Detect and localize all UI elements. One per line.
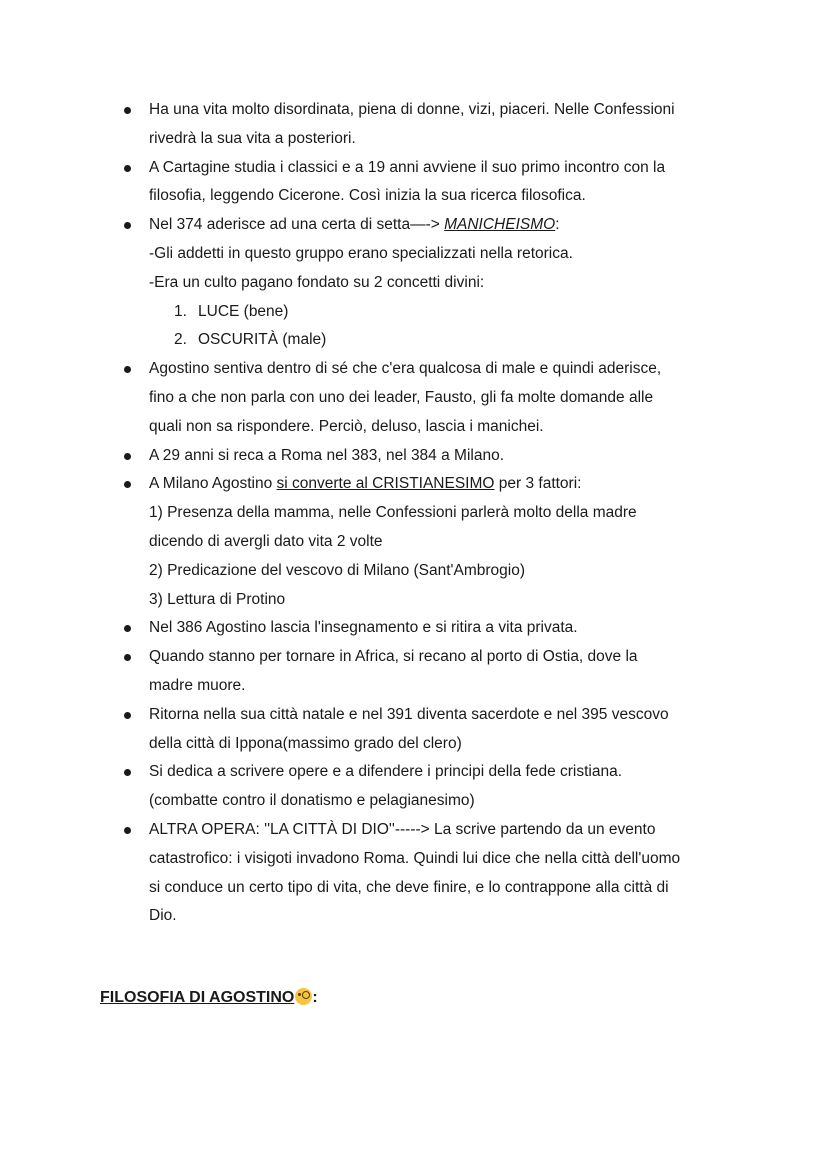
text-line: rivedrà la sua vita a posteriori. <box>149 129 356 147</box>
list-item <box>124 701 744 759</box>
text-line: Si dedica a scrivere opere e a difendere i principi della fede cristiana. <box>149 763 623 781</box>
list-item <box>124 758 744 816</box>
text-segment: : <box>555 216 560 234</box>
list-item <box>124 154 744 212</box>
list-item <box>124 96 744 154</box>
bullet-icon <box>124 107 131 114</box>
text-line: della città di Ippona(massimo grado del clero) <box>149 734 462 752</box>
text-segment: Nel 374 aderisce ad una certa di setta—-> <box>149 216 445 234</box>
number: 2. <box>174 331 187 349</box>
bullet-icon <box>124 625 131 632</box>
bullet-icon <box>124 654 131 661</box>
bullet-icon <box>124 165 131 172</box>
bullet-icon <box>124 222 131 229</box>
cristianesimo-phrase: si converte al CRISTIANESIMO <box>276 475 495 493</box>
text-line: madre muore. <box>149 676 246 694</box>
list-item <box>124 816 744 931</box>
bullet-icon <box>124 827 131 834</box>
numbered-item <box>149 326 744 355</box>
sub-line: 3) Lettura di Protino <box>149 590 286 608</box>
heading-suffix: : <box>312 989 318 1006</box>
heading-text: FILOSOFIA DI AGOSTINO <box>100 989 295 1006</box>
text-line: Ha una vita molto disordinata, piena di donne, vizi, piaceri. Nelle Confessioni <box>149 101 675 118</box>
manicheismo-term: MANICHEISMO <box>444 216 556 234</box>
text-line <box>149 470 744 499</box>
section-heading <box>100 988 318 1007</box>
list-item <box>124 355 744 441</box>
text-line: Agostino sentiva dentro di sé che c'era qualcosa di male e quindi aderisce, <box>149 360 662 378</box>
list-item <box>124 643 744 701</box>
list-item <box>124 470 744 614</box>
text-line: A Cartagine studia i classici e a 19 anni avviene il suo primo incontro con la <box>149 158 666 176</box>
sub-line: 1) Presenza della mamma, nelle Confessioni parlerà molto della madre <box>149 504 637 522</box>
bullet-icon <box>124 366 131 373</box>
numbered-item <box>149 298 744 327</box>
text-line: ALTRA OPERA: ''LA CITTÀ DI DIO''-----> La scrive partendo da un evento <box>149 820 656 838</box>
face-with-monocle-icon <box>295 988 312 1005</box>
bullet-icon <box>124 453 131 460</box>
text-line: filosofia, leggendo Cicerone. Così inizia la sua ricerca filosofica. <box>149 187 586 205</box>
text-line: (combatte contro il donatismo e pelagianesimo) <box>149 792 475 810</box>
bullet-icon <box>124 481 131 488</box>
sub-line: -Gli addetti in questo gruppo erano specializzati nella retorica. <box>149 244 573 262</box>
text-line: Nel 386 Agostino lascia l'insegnamento e si ritira a vita privata. <box>149 619 578 637</box>
list-item <box>124 442 744 471</box>
bullet-icon <box>124 712 131 719</box>
list-item <box>124 614 744 643</box>
number: 1. <box>174 302 187 320</box>
text-segment: per 3 fattori: <box>494 475 582 493</box>
text-line: quali non sa rispondere. Perciò, deluso, lascia i manichei. <box>149 417 544 435</box>
text-line: catastrofico: i visigoti invadono Roma. Quindi lui dice che nella città dell'uomo <box>149 849 681 867</box>
bullet-list <box>124 96 744 931</box>
text-line: A 29 anni si reca a Roma nel 383, nel 384 a Milano. <box>149 446 505 464</box>
text-line: Ritorna nella sua città natale e nel 391 diventa sacerdote e nel 395 vescovo <box>149 705 669 723</box>
bullet-icon <box>124 769 131 776</box>
numbered-text: LUCE (bene) <box>198 302 289 320</box>
sub-line: -Era un culto pagano fondato su 2 concetti divini: <box>149 273 485 291</box>
sub-line: 2) Predicazione del vescovo di Milano (Sant'Ambrogio) <box>149 561 526 579</box>
text-line: si conduce un certo tipo di vita, che deve finire, e lo contrappone alla città di <box>149 878 669 896</box>
text-line <box>149 211 744 240</box>
sub-line: dicendo di avergli dato vita 2 volte <box>149 532 383 550</box>
numbered-text: OSCURITÀ (male) <box>198 331 327 349</box>
text-line: fino a che non parla con uno dei leader, Fausto, gli fa molte domande alle <box>149 388 654 406</box>
list-item <box>124 211 744 355</box>
text-line: Quando stanno per tornare in Africa, si recano al porto di Ostia, dove la <box>149 648 638 666</box>
text-line: Dio. <box>149 907 177 925</box>
text-segment: A Milano Agostino <box>149 475 277 493</box>
